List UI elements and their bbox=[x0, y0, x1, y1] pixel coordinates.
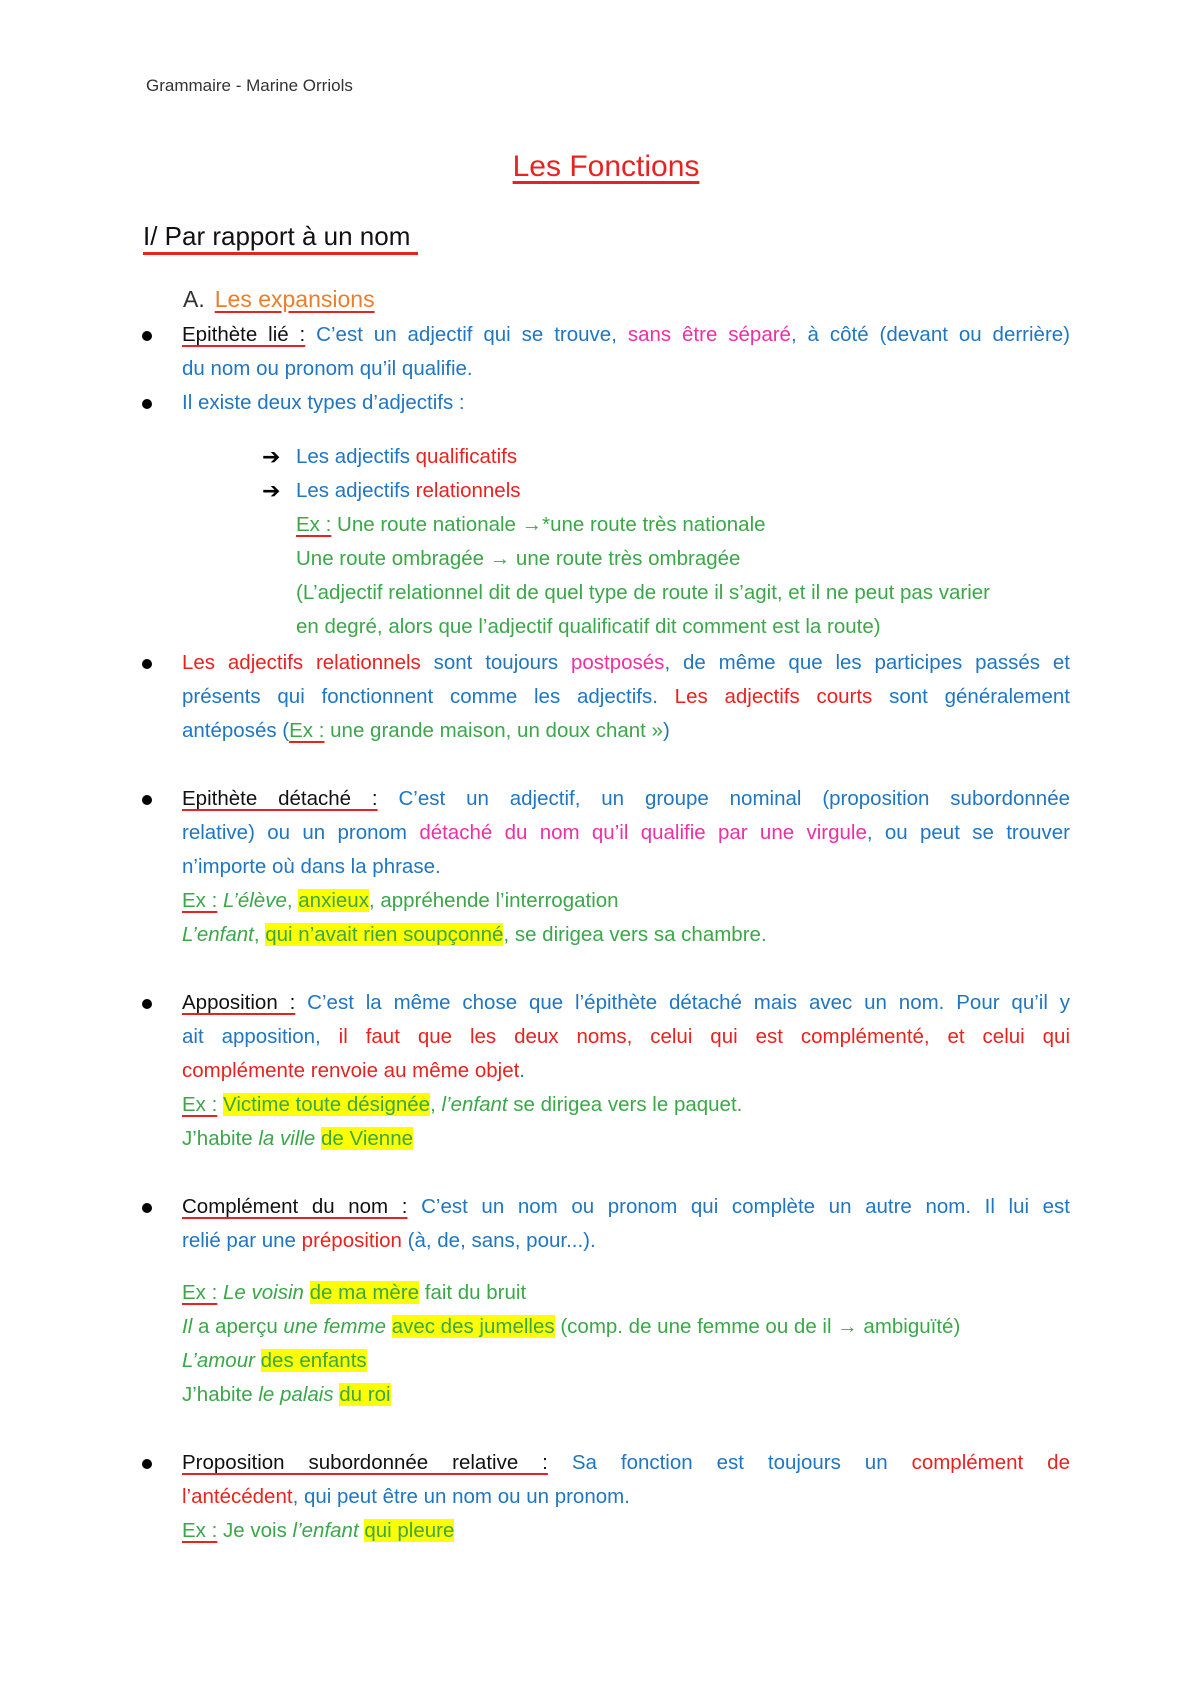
text-span: une grande maison, un doux chant » bbox=[324, 719, 663, 742]
text-span: une femme bbox=[283, 1315, 386, 1338]
text-span: présents qui fonctionnent comme les adjectifs. bbox=[182, 685, 675, 708]
complement-nom-example-3 bbox=[182, 1344, 1070, 1378]
relationnels-line-3 bbox=[182, 714, 1070, 748]
epithete-detache-line-2 bbox=[182, 816, 1070, 850]
text-span: (à, de, sans, pour...). bbox=[401, 1229, 596, 1252]
arrow-right-icon: ➔ bbox=[262, 478, 281, 503]
arrow-right-icon: ➔ bbox=[262, 444, 281, 469]
apposition-example-1 bbox=[182, 1088, 1070, 1122]
text-span: L’élève bbox=[223, 889, 287, 912]
term-label: Complément du nom : bbox=[182, 1195, 408, 1218]
types-item-1 bbox=[296, 440, 996, 474]
highlighted-text: du roi bbox=[339, 1383, 391, 1406]
text-span: C’est un adjectif qui se trouve, bbox=[305, 323, 628, 346]
text-span: détaché du nom qu’il qualifie par une virgule bbox=[419, 821, 867, 844]
example-label: Ex : bbox=[182, 889, 218, 912]
relative-line-2 bbox=[182, 1480, 1070, 1514]
section-heading: I/ Par rapport à un nom bbox=[143, 220, 418, 255]
text-span: , de même que les participes passés et bbox=[664, 651, 1070, 674]
text-span: L’enfant bbox=[182, 923, 254, 946]
bullet-icon bbox=[142, 795, 152, 805]
text-span: complément de bbox=[911, 1451, 1070, 1474]
text-span: la ville bbox=[258, 1127, 316, 1150]
text-span: , se dirigea vers sa chambre. bbox=[503, 923, 767, 946]
epithete-detache-line-1 bbox=[182, 782, 1070, 816]
text-span: l’enfant bbox=[292, 1519, 359, 1542]
text-span: complémente renvoie au même objet bbox=[182, 1059, 520, 1082]
term-label: Proposition subordonnée relative : bbox=[182, 1451, 548, 1474]
apposition-line-2 bbox=[182, 1020, 1070, 1054]
text-span: C’est un adjectif, un groupe nominal (proposition subordonnée bbox=[377, 787, 1070, 810]
text-span: L’amour bbox=[182, 1349, 255, 1372]
text-span: Je vois bbox=[217, 1519, 293, 1542]
bullet-icon bbox=[142, 1459, 152, 1469]
text-span: l’enfant bbox=[441, 1093, 508, 1116]
types-item-2 bbox=[296, 474, 996, 508]
text-span: relié par une bbox=[182, 1229, 302, 1252]
text-span: , ou peut se trouver bbox=[866, 821, 1070, 844]
text-span: , qui peut être un nom ou un pronom. bbox=[292, 1485, 630, 1508]
highlighted-text: de ma mère bbox=[309, 1281, 420, 1304]
epithete-detache-example-1 bbox=[182, 884, 1070, 918]
example-label: Ex : bbox=[296, 513, 332, 536]
text-span: Le voisin bbox=[223, 1281, 304, 1304]
complement-nom-line-2 bbox=[182, 1224, 1070, 1258]
text-span bbox=[386, 1315, 392, 1338]
epithete-lie-line-1 bbox=[182, 318, 1070, 352]
apposition-line-3 bbox=[182, 1054, 1070, 1088]
text-span: , bbox=[430, 1093, 442, 1116]
bullet-icon bbox=[142, 331, 152, 341]
text-span: , bbox=[286, 889, 299, 912]
text-span: Les adjectifs courts bbox=[674, 685, 873, 708]
bullet-icon bbox=[142, 1203, 152, 1213]
text-span: , à côté (devant ou derrière) bbox=[790, 323, 1071, 346]
text-span: Il bbox=[182, 1315, 193, 1338]
text-span: Une route nationale →*une route très nationale bbox=[331, 513, 766, 536]
term-label: Apposition : bbox=[182, 991, 296, 1014]
text-span: relationnels bbox=[415, 479, 521, 502]
text-span: se dirigea vers le paquet. bbox=[507, 1093, 743, 1116]
types-example-4: en degré, alors que l’adjectif qualificatif dit comment est la route) bbox=[296, 615, 881, 638]
highlighted-text: de Vienne bbox=[321, 1127, 413, 1150]
text-span: Les adjectifs bbox=[296, 445, 416, 468]
text-span: Les adjectifs relationnels bbox=[182, 651, 421, 674]
example-label: Ex : bbox=[289, 719, 325, 742]
term-label: Epithète détaché : bbox=[182, 787, 378, 810]
page-title: Les Fonctions bbox=[512, 150, 700, 183]
highlighted-text: qui pleure bbox=[364, 1519, 455, 1542]
complement-nom-example-2 bbox=[182, 1310, 1070, 1344]
text-span: qualificatifs bbox=[415, 445, 518, 468]
highlighted-text: anxieux bbox=[298, 889, 369, 912]
epithete-lie-line-2: du nom ou pronom qu’il qualifie. bbox=[182, 357, 473, 380]
apposition-line-1 bbox=[182, 986, 1070, 1020]
text-span: sans être séparé bbox=[627, 323, 791, 346]
text-span: , bbox=[253, 923, 266, 946]
highlighted-text: Victime toute désignée bbox=[223, 1093, 431, 1116]
text-span: Les adjectifs bbox=[296, 479, 416, 502]
text-span: J’habite bbox=[182, 1127, 259, 1150]
text-span: sont toujours bbox=[420, 651, 571, 674]
highlighted-text: des enfants bbox=[260, 1349, 367, 1372]
types-example-1 bbox=[296, 508, 996, 542]
page-header: Grammaire - Marine Orriols bbox=[146, 76, 353, 95]
types-example-2: Une route ombragée → une route très ombragée bbox=[296, 547, 741, 570]
highlighted-text: avec des jumelles bbox=[391, 1315, 555, 1338]
example-label: Ex : bbox=[182, 1281, 218, 1304]
text-span bbox=[304, 1281, 310, 1304]
text-span: ) bbox=[662, 719, 670, 742]
epithete-detache-example-2 bbox=[182, 918, 1070, 952]
text-span: sont généralement bbox=[872, 685, 1070, 708]
apposition-example-2 bbox=[182, 1122, 1070, 1156]
text-span: J’habite bbox=[182, 1383, 259, 1406]
text-span: C’est la même chose que l’épithète détaché mais avec un nom. Pour qu’il y bbox=[295, 991, 1070, 1014]
bullet-icon bbox=[142, 399, 152, 409]
example-label: Ex : bbox=[182, 1093, 218, 1116]
complement-nom-example-4 bbox=[182, 1378, 1070, 1412]
text-span: postposés bbox=[570, 651, 665, 674]
text-span: l’antécédent bbox=[182, 1485, 293, 1508]
epithete-detache-line-3: n’importe où dans la phrase. bbox=[182, 855, 441, 878]
text-span: (comp. de une femme ou de il → ambiguïté) bbox=[554, 1315, 961, 1338]
text-span: il faut que les deux noms, celui qui est complémenté, et celui qui bbox=[338, 1025, 1071, 1048]
subsection-letter: A. bbox=[183, 286, 205, 312]
relationnels-line-1 bbox=[182, 646, 1070, 680]
text-span: le palais bbox=[258, 1383, 334, 1406]
highlighted-text: qui n’avait rien soupçonné bbox=[265, 923, 504, 946]
bullet-icon bbox=[142, 999, 152, 1009]
text-span bbox=[255, 1349, 261, 1372]
text-span: C’est un nom ou pronom qui complète un autre nom. Il lui est bbox=[407, 1195, 1070, 1218]
types-intro: Il existe deux types d’adjectifs : bbox=[182, 391, 465, 414]
text-span: préposition bbox=[301, 1229, 402, 1252]
text-span: ait apposition, bbox=[182, 1025, 339, 1048]
text-span: relative) ou un pronom bbox=[182, 821, 420, 844]
complement-nom-line-1 bbox=[182, 1190, 1070, 1224]
text-span: a aperçu bbox=[192, 1315, 284, 1338]
term-label: Epithète lié : bbox=[182, 323, 306, 346]
relative-line-1 bbox=[182, 1446, 1070, 1480]
text-span: antéposés ( bbox=[182, 719, 290, 742]
text-span: . bbox=[519, 1059, 525, 1082]
types-example-3: (L’adjectif relationnel dit de quel type de route il s’agit, et il ne peut pas varier bbox=[296, 581, 990, 604]
relative-example-1 bbox=[182, 1514, 1070, 1548]
text-span: fait du bruit bbox=[419, 1281, 527, 1304]
example-label: Ex : bbox=[182, 1519, 218, 1542]
subsection-heading bbox=[183, 286, 375, 313]
text-span: , appréhende l’interrogation bbox=[368, 889, 619, 912]
text-span: Sa fonction est toujours un bbox=[547, 1451, 912, 1474]
relationnels-line-2 bbox=[182, 680, 1070, 714]
complement-nom-example-1 bbox=[182, 1276, 1070, 1310]
bullet-icon bbox=[142, 659, 152, 669]
subsection-label: Les expansions bbox=[214, 286, 375, 312]
